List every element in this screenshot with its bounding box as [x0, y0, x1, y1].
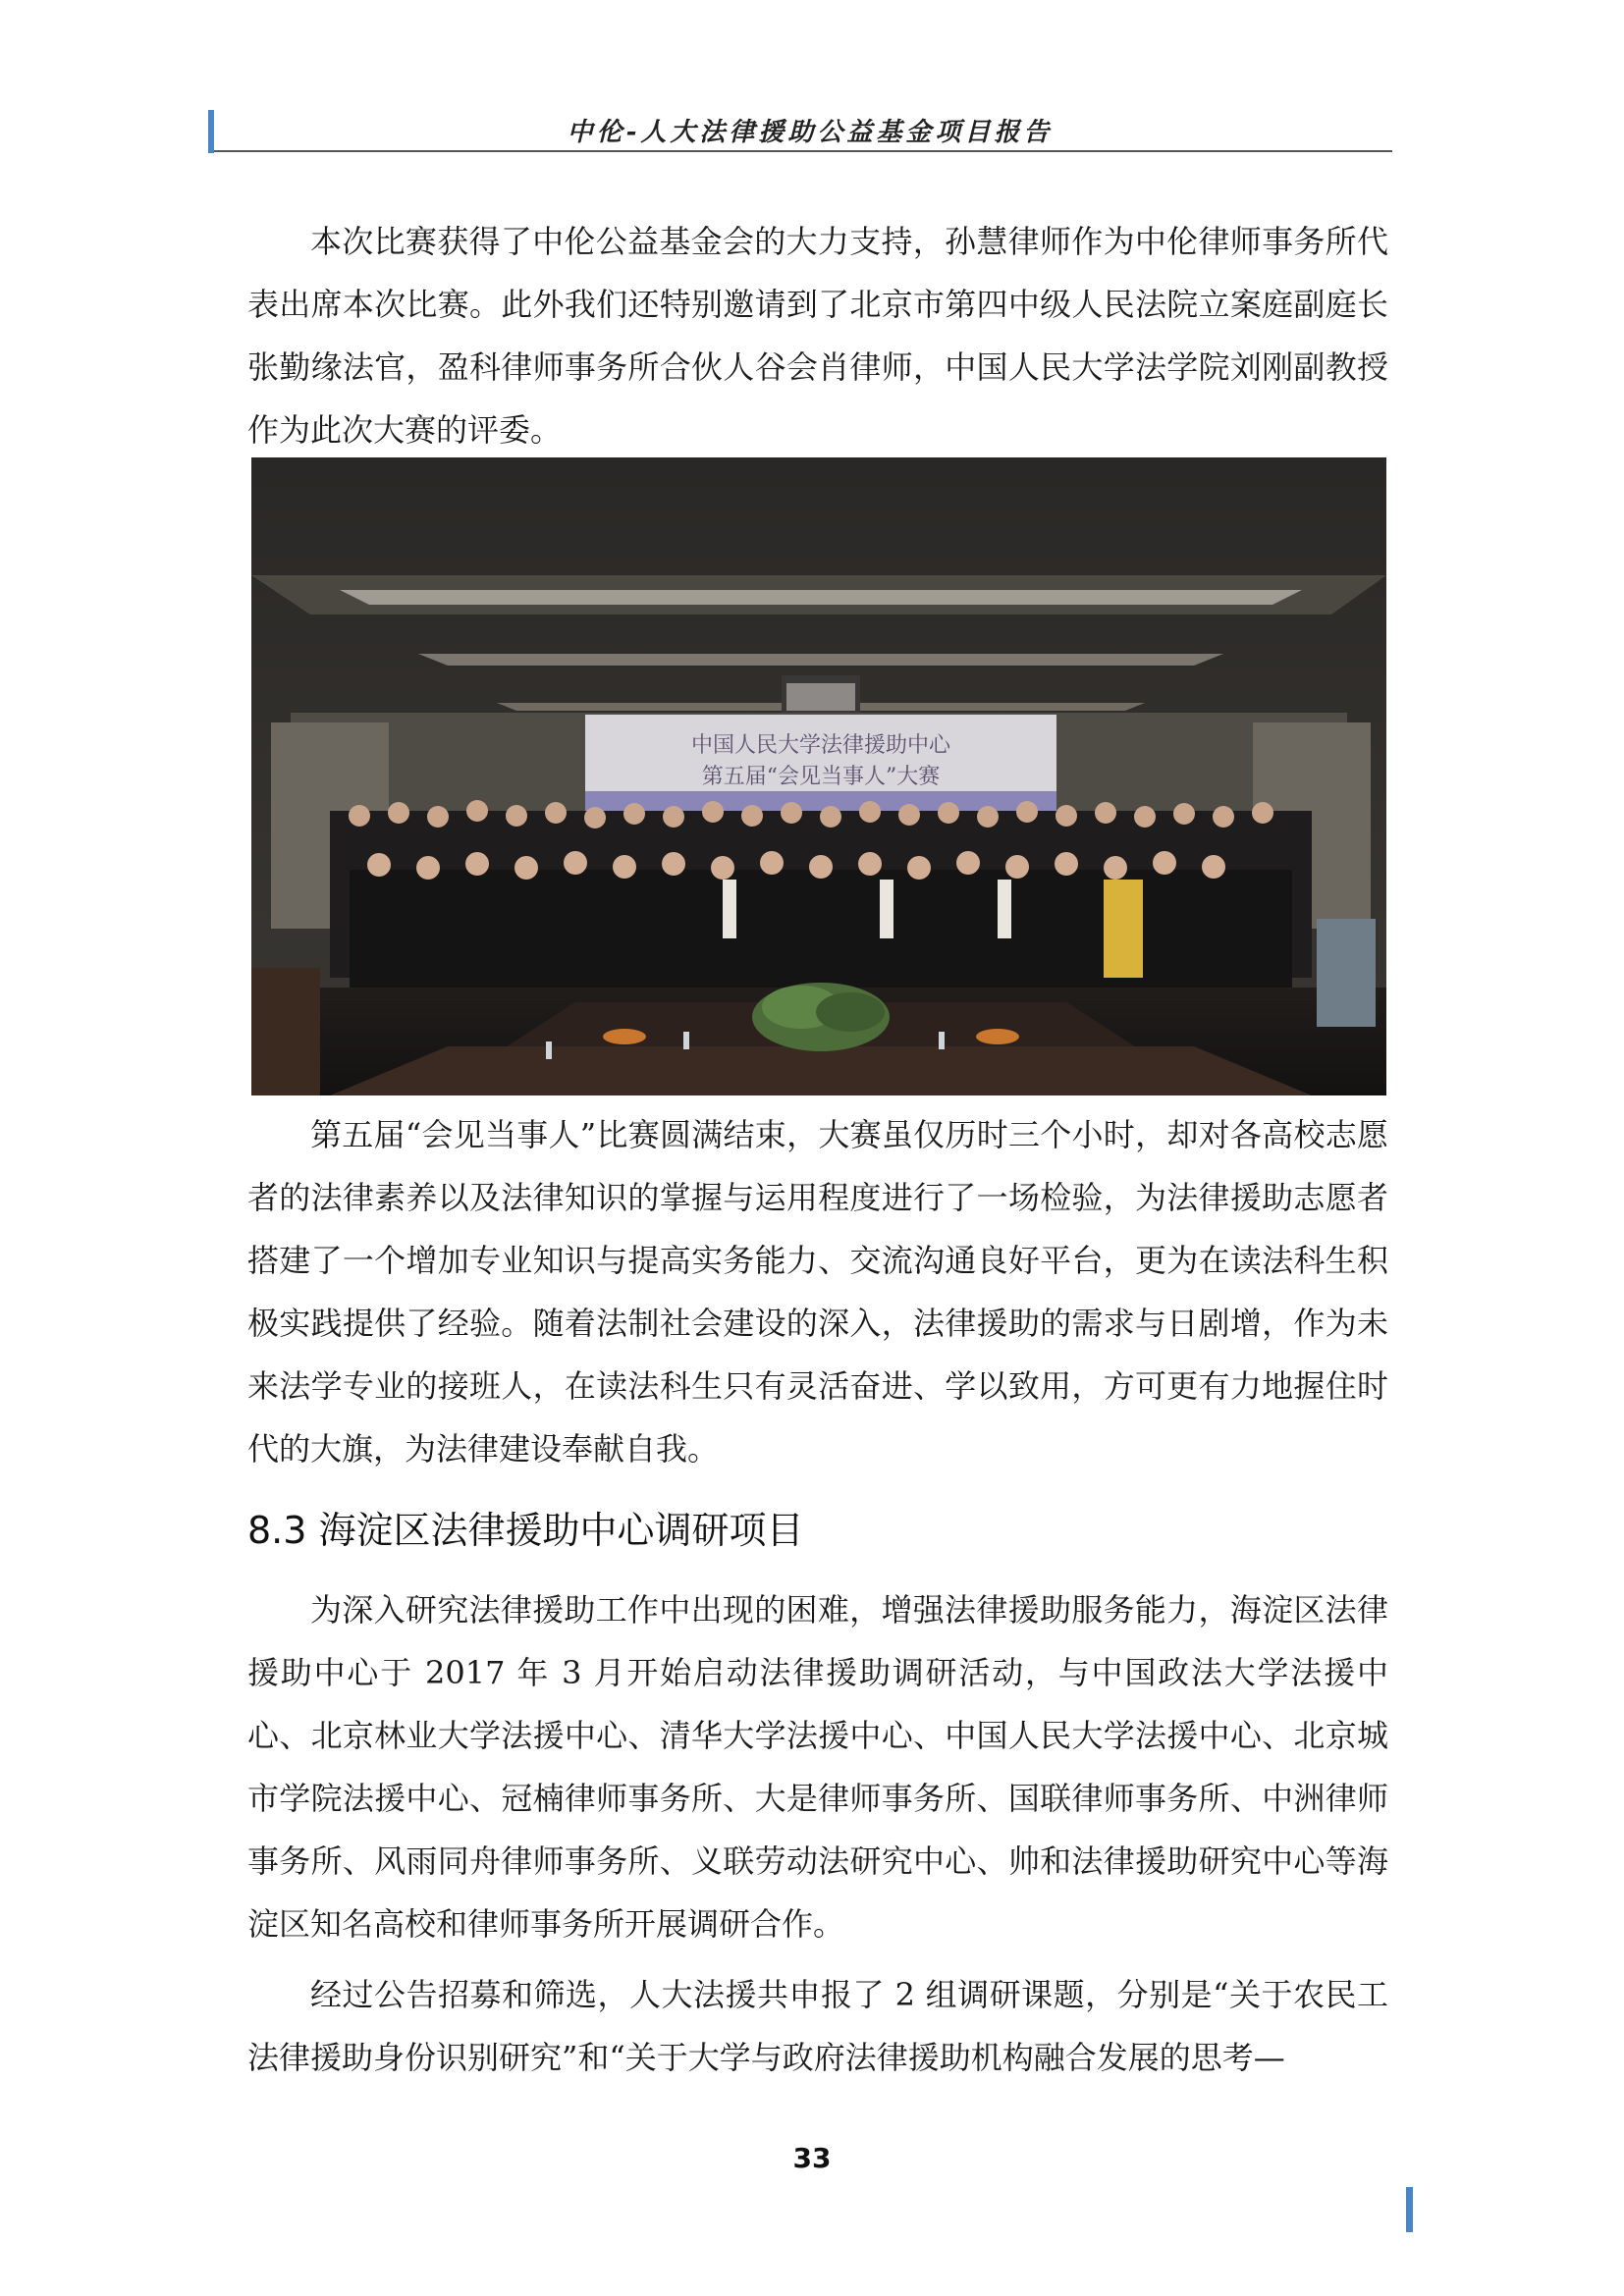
paragraph-judges: 本次比赛获得了中伦公益基金会的大力支持，孙慧律师作为中伦律师事务所代表出席本次比赛。此外我们还特别邀请到了北京市第四中级人民法院立案庭副庭长张勤缘法官，盈科律师事务所合伙人谷会肖律师，中国人民大学法学院刘刚副教授作为此次大赛的评委。 [247, 223, 1388, 449]
paragraph-research: 为深入研究法律援助工作中出现的困难，增强法律援助服务能力，海淀区法律援助中心于 2017 年 3 月开始启动法律援助调研活动，与中国政法大学法援中心、北京林业大学法援中心、清华大学法援中心、中国人民大学法援中心、北京城市学院法援中心、冠楠律师事务所、大是律师事务所、国联律师事务所、中洲律师事务所、风雨同舟律师事务所、义联劳动法研究中心、帅和法律援助研究中心等海淀区知名高校和律师事务所开展调研合作。 [247, 1591, 1388, 1943]
paragraph-summary: 第五届“会见当事人”比赛圆满结束，大赛虽仅历时三个小时，却对各高校志愿者的法律素养以及法律知识的掌握与运用程度进行了一场检验，为法律援助志愿者搭建了一个增加专业知识与提高实务能力、交流沟通良好平台，更为在读法科生积极实践提供了经验。随着法制社会建设的深入，法律援助的需求与日剧增，作为未来法学专业的接班人，在读法科生只有灵活奋进、学以致用，方可更有力地握住时代的大旗，为法律建设奉献自我。 [247, 1116, 1388, 1468]
banner-line-2: 第五届“会见当事人”大赛 [701, 765, 941, 789]
group-photo [251, 457, 1386, 1095]
header-rule [214, 150, 1392, 152]
section-heading: 8.3 海淀区法律援助中心调研项目 [247, 1509, 804, 1552]
running-header-title: 中伦-人大法律援助公益基金项目报告 [567, 118, 1054, 147]
header-accent-bar [208, 110, 214, 153]
paragraph-topics: 经过公告招募和筛选，人大法援共申报了 2 组调研课题，分别是“关于农民工法律援助身份识别研究”和“关于大学与政府法律援助机构融合发展的思考— [247, 1976, 1388, 2076]
page-number: 33 [792, 2142, 832, 2174]
footer-accent-bar [1406, 2187, 1413, 2232]
banner-line-1: 中国人民大学法律援助中心 [690, 733, 951, 758]
